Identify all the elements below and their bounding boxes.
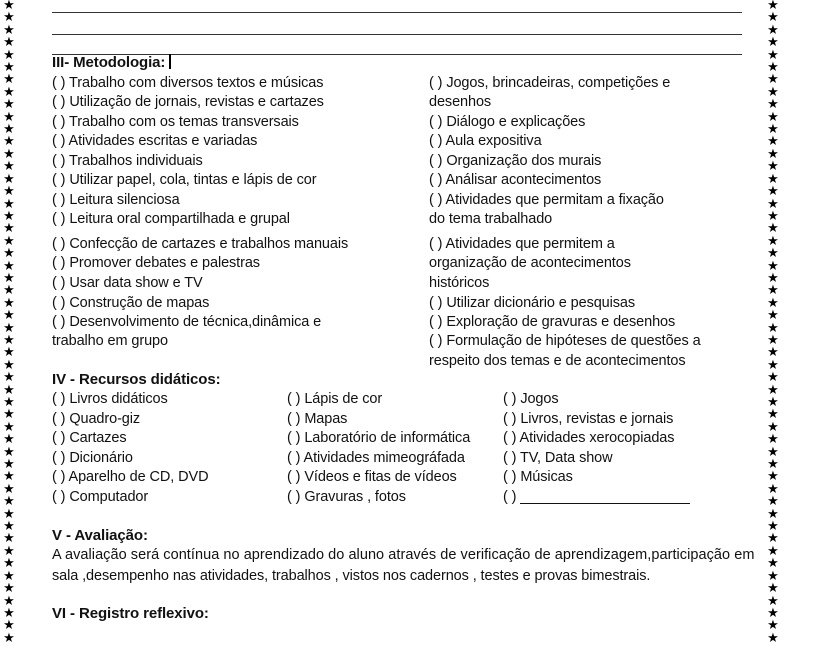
recurso-option[interactable]: ( ) Mapas <box>287 411 348 427</box>
metodologia-option[interactable]: ( ) Utilizar dicionário e pesquisas <box>429 295 636 311</box>
recurso-option[interactable]: ( ) Aparelho de CD, DVD <box>52 469 209 485</box>
star-icon: ★ <box>767 233 779 249</box>
star-icon: ★ <box>767 519 779 535</box>
star-icon: ★ <box>767 469 779 485</box>
star-icon: ★ <box>3 270 15 286</box>
metodologia-option[interactable]: ( ) Atividades que permitam a fixação <box>429 192 664 208</box>
metodologia-option-continued: desenhos <box>429 94 492 110</box>
recurso-option[interactable]: ( ) Jogos <box>503 391 559 407</box>
star-icon: ★ <box>3 208 15 224</box>
star-icon: ★ <box>767 0 779 13</box>
star-icon: ★ <box>3 407 15 423</box>
metodologia-option[interactable]: ( ) Usar data show e TV <box>52 275 203 291</box>
star-icon: ★ <box>3 233 15 249</box>
star-icon: ★ <box>3 332 15 348</box>
recurso-option[interactable]: ( ) Laboratório de informática <box>287 430 471 446</box>
star-icon: ★ <box>3 295 15 311</box>
star-icon: ★ <box>3 60 15 76</box>
recurso-option[interactable]: ( ) Atividades mimeográfada <box>287 450 465 466</box>
metodologia-option-continued: respeito dos temas e de acontecimentos <box>429 353 686 369</box>
star-icon: ★ <box>3 469 15 485</box>
star-icon: ★ <box>767 395 779 410</box>
star-icon: ★ <box>3 605 15 621</box>
metodologia-option[interactable]: ( ) Exploração de gravuras e desenhos <box>429 314 676 330</box>
star-icon: ★ <box>3 370 15 386</box>
star-icon: ★ <box>767 481 779 497</box>
star-icon: ★ <box>767 84 779 100</box>
blank-fill-line[interactable] <box>520 489 690 504</box>
text-cursor <box>169 54 171 69</box>
star-icon: ★ <box>3 543 15 559</box>
star-icon: ★ <box>3 159 15 175</box>
star-icon: ★ <box>767 246 779 262</box>
star-icon: ★ <box>767 283 779 299</box>
star-icon: ★ <box>767 47 779 63</box>
star-icon: ★ <box>3 419 15 435</box>
star-icon: ★ <box>3 47 15 63</box>
star-icon: ★ <box>3 457 15 473</box>
star-icon: ★ <box>767 72 779 88</box>
star-icon: ★ <box>3 258 15 274</box>
star-icon: ★ <box>767 10 779 26</box>
star-icon: ★ <box>767 146 779 162</box>
star-icon: ★ <box>767 419 779 435</box>
right-star-border <box>766 0 780 646</box>
star-icon: ★ <box>3 357 15 373</box>
recurso-option[interactable]: ( ) Vídeos e fitas de vídeos <box>287 469 457 485</box>
star-icon: ★ <box>767 506 779 522</box>
recurso-option-blank[interactable]: ( ) <box>503 489 690 505</box>
star-icon: ★ <box>767 618 779 634</box>
star-icon: ★ <box>767 531 779 547</box>
star-icon: ★ <box>3 320 15 336</box>
star-icon: ★ <box>767 60 779 76</box>
star-icon: ★ <box>767 457 779 473</box>
star-icon: ★ <box>3 72 15 88</box>
star-icon: ★ <box>3 134 15 150</box>
star-icon: ★ <box>3 630 15 646</box>
star-icon: ★ <box>3 246 15 262</box>
star-icon: ★ <box>767 159 779 175</box>
metodologia-option[interactable]: ( ) Promover debates e palestras <box>52 255 260 271</box>
star-icon: ★ <box>3 432 15 448</box>
star-icon: ★ <box>767 370 779 386</box>
star-icon: ★ <box>767 605 779 621</box>
metodologia-option[interactable]: ( ) Trabalho com os temas transversais <box>52 114 299 130</box>
star-icon: ★ <box>767 134 779 150</box>
metodologia-option[interactable]: ( ) Leitura oral compartilhada e grupal <box>52 211 290 227</box>
recurso-option[interactable]: ( ) Atividades xerocopiadas <box>503 430 675 446</box>
star-icon: ★ <box>767 171 779 187</box>
star-icon: ★ <box>767 568 779 584</box>
star-icon: ★ <box>3 308 15 324</box>
star-icon: ★ <box>767 556 779 572</box>
star-icon: ★ <box>3 283 15 299</box>
star-icon: ★ <box>767 122 779 138</box>
avaliacao-text-line: sala ,desempenho nas atividades, trabalhos , vistos nos cadernos , testes e provas bimestrais. <box>52 568 651 584</box>
recurso-option[interactable]: ( ) Computador <box>52 489 149 505</box>
metodologia-option[interactable]: ( ) Utilizar papel, cola, tintas e lápis de cor <box>52 172 317 188</box>
recurso-option[interactable]: ( ) Quadro-giz <box>52 411 141 427</box>
recurso-option[interactable]: ( ) Gravuras , fotos <box>287 489 406 505</box>
star-icon: ★ <box>767 208 779 224</box>
star-icon: ★ <box>3 97 15 113</box>
metodologia-option[interactable]: ( ) Desenvolvimento de técnica,dinâmica e <box>52 314 322 330</box>
recurso-option[interactable]: ( ) Lápis de cor <box>287 391 383 407</box>
star-icon: ★ <box>3 22 15 38</box>
avaliacao-heading: V - Avaliação: <box>52 527 148 544</box>
star-icon: ★ <box>767 97 779 113</box>
star-icon: ★ <box>3 481 15 497</box>
metodologia-option[interactable]: ( ) Diálogo e explicações <box>429 114 586 130</box>
star-icon: ★ <box>3 519 15 535</box>
star-icon: ★ <box>767 432 779 448</box>
registro-heading: VI - Registro reflexivo: <box>52 605 209 622</box>
star-icon: ★ <box>767 308 779 324</box>
star-icon: ★ <box>3 581 15 597</box>
star-icon: ★ <box>3 506 15 522</box>
star-icon: ★ <box>3 221 15 237</box>
star-icon: ★ <box>767 22 779 38</box>
metodologia-heading: III- Metodologia: <box>52 54 171 71</box>
star-icon: ★ <box>3 184 15 200</box>
star-icon: ★ <box>767 184 779 200</box>
star-icon: ★ <box>767 196 779 212</box>
star-icon: ★ <box>767 444 779 460</box>
metodologia-option[interactable]: ( ) Trabalho com diversos textos e músicas <box>52 75 324 91</box>
recurso-option[interactable]: ( ) Dicionário <box>52 450 133 466</box>
star-icon: ★ <box>767 109 779 125</box>
metodologia-option[interactable]: ( ) Aula expositiva <box>429 133 542 149</box>
metodologia-option-continued: trabalho em grupo <box>52 333 168 349</box>
star-icon: ★ <box>767 593 779 609</box>
metodologia-option-continued: históricos <box>429 275 490 291</box>
star-icon: ★ <box>3 382 15 398</box>
star-icon: ★ <box>767 345 779 361</box>
star-icon: ★ <box>3 444 15 460</box>
recurso-option[interactable]: ( ) Livros didáticos <box>52 391 168 407</box>
star-icon: ★ <box>767 630 779 646</box>
metodologia-option-continued: do tema trabalhado <box>429 211 553 227</box>
recursos-heading: IV - Recursos didáticos: <box>52 371 221 388</box>
star-icon: ★ <box>3 568 15 584</box>
star-icon: ★ <box>3 556 15 572</box>
metodologia-option[interactable]: ( ) Jogos, brincadeiras, competições e <box>429 75 671 91</box>
metodologia-option[interactable]: ( ) Confecção de cartazes e trabalhos manuais <box>52 236 349 252</box>
metodologia-option[interactable]: ( ) Análisar acontecimentos <box>429 172 602 188</box>
metodologia-option[interactable]: ( ) Organização dos murais <box>429 153 602 169</box>
blank-line-1 <box>52 12 742 13</box>
avaliacao-text-line: A avaliação será contínua no aprendizado do aluno através de verificação de aprendizagem,participação em <box>52 547 755 563</box>
star-icon: ★ <box>3 109 15 125</box>
star-icon: ★ <box>767 382 779 398</box>
star-icon: ★ <box>767 35 779 51</box>
star-icon: ★ <box>767 332 779 348</box>
star-icon: ★ <box>767 581 779 597</box>
star-icon: ★ <box>3 146 15 162</box>
star-icon: ★ <box>767 357 779 373</box>
metodologia-option[interactable]: ( ) Formulação de hipóteses de questões a <box>429 333 701 349</box>
star-icon: ★ <box>3 0 15 13</box>
star-icon: ★ <box>3 618 15 634</box>
star-icon: ★ <box>767 258 779 274</box>
blank-line-2 <box>52 34 742 35</box>
star-icon: ★ <box>3 171 15 187</box>
metodologia-option[interactable]: ( ) Utilização de jornais, revistas e cartazes <box>52 94 324 110</box>
star-icon: ★ <box>3 395 15 410</box>
metodologia-option[interactable]: ( ) Leitura silenciosa <box>52 192 180 208</box>
star-icon: ★ <box>767 270 779 286</box>
recurso-option[interactable]: ( ) Livros, revistas e jornais <box>503 411 674 427</box>
star-icon: ★ <box>767 320 779 336</box>
metodologia-option-continued: organização de acontecimentos <box>429 255 631 271</box>
star-icon: ★ <box>767 221 779 237</box>
star-icon: ★ <box>767 494 779 510</box>
metodologia-option[interactable]: ( ) Construção de mapas <box>52 295 210 311</box>
metodologia-option[interactable]: ( ) Trabalhos individuais <box>52 153 203 169</box>
star-icon: ★ <box>767 543 779 559</box>
star-icon: ★ <box>3 35 15 51</box>
star-icon: ★ <box>3 593 15 609</box>
recurso-option[interactable]: ( ) TV, Data show <box>503 450 613 466</box>
metodologia-option[interactable]: ( ) Atividades escritas e variadas <box>52 133 258 149</box>
star-icon: ★ <box>3 531 15 547</box>
star-icon: ★ <box>3 494 15 510</box>
recurso-option[interactable]: ( ) Cartazes <box>52 430 127 446</box>
recurso-option[interactable]: ( ) Músicas <box>503 469 573 485</box>
star-icon: ★ <box>3 345 15 361</box>
star-icon: ★ <box>3 10 15 26</box>
star-icon: ★ <box>3 122 15 138</box>
metodologia-option[interactable]: ( ) Atividades que permitem a <box>429 236 615 252</box>
star-icon: ★ <box>767 295 779 311</box>
star-icon: ★ <box>3 196 15 212</box>
left-star-border <box>2 0 16 646</box>
star-icon: ★ <box>3 84 15 100</box>
star-icon: ★ <box>767 407 779 423</box>
